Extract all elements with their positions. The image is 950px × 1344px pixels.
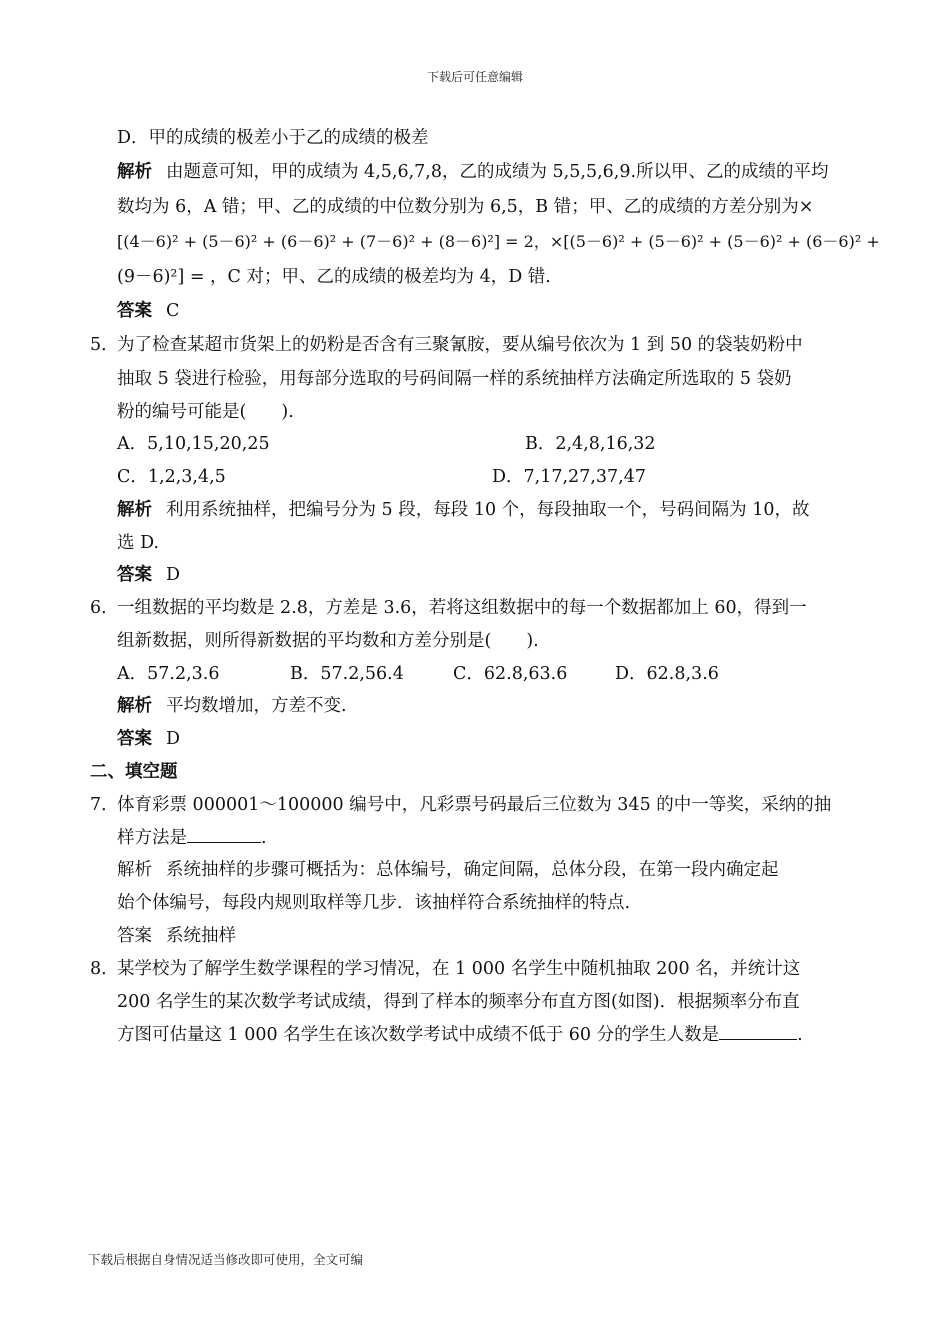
q7-jiexi-line-2: 始个体编号，每段内规则取样等几步．该抽样符合系统抽样的特点. <box>117 893 631 913</box>
q5-number: 5． <box>90 335 119 355</box>
q8-stem-line-2: 200 名学生的某次数学考试成绩，得到了样本的频率分布直方图(如图)．根据频率分布直 <box>117 992 800 1012</box>
q7-answer <box>117 924 236 948</box>
answer-value: 系统抽样 <box>166 926 236 946</box>
q6-option-b: B．57.2,56.4 <box>290 664 404 684</box>
q5-stem-line-3: 粉的编号可能是( ). <box>117 402 294 422</box>
q5-option-d: D．7,17,27,37,47 <box>492 467 646 487</box>
q8-stem-line-1: 某学校为了解学生数学课程的学习情况，在 1 000 名学生中随机抽取 200 名，并统计这 <box>117 959 801 979</box>
q6-option-c: C．62.8,63.6 <box>453 664 568 684</box>
q6-option-a: A．57.2,3.6 <box>117 664 220 684</box>
q8-stem-end: . <box>797 1025 803 1045</box>
q8-number: 8． <box>90 959 119 979</box>
q5-stem-line-2: 抽取 5 袋进行检验，用每部分选取的号码间隔一样的系统抽样方法确定所选取的 5 袋奶 <box>117 369 792 389</box>
answer-label: 答案 <box>117 729 152 749</box>
q4-jiexi-line-4: (9－6)²] = ，C 对；甲、乙的成绩的极差均为 4，D 错. <box>117 267 551 287</box>
answer-blank[interactable] <box>187 826 261 843</box>
jiexi-label: 解析 <box>117 860 152 880</box>
q4-jiexi-line-1 <box>117 160 829 184</box>
q5-option-a: A．5,10,15,20,25 <box>117 434 270 454</box>
q4-answer <box>117 299 179 323</box>
answer-value: D <box>166 565 181 585</box>
q5-option-c: C．1,2,3,4,5 <box>117 467 226 487</box>
q4-option-d: D．甲的成绩的极差小于乙的成绩的极差 <box>117 128 429 148</box>
q4-jiexi-text: 由题意可知，甲的成绩为 4,5,6,7,8，乙的成绩为 5,5,5,6,9.所以甲、乙的成绩的平均 <box>166 162 829 182</box>
q6-jiexi <box>117 694 347 718</box>
page-footer: 下载后根据自身情况适当修改即可使用，全文可编 <box>88 1252 364 1267</box>
q6-stem-line-2: 组新数据，则所得新数据的平均数和方差分别是( ). <box>117 631 539 651</box>
q5-option-b: B．2,4,8,16,32 <box>525 434 656 454</box>
q7-number: 7． <box>90 795 119 815</box>
q6-option-d: D．62.8,3.6 <box>615 664 719 684</box>
q7-jiexi-text: 系统抽样的步骤可概括为：总体编号，确定间隔，总体分段，在第一段内确定起 <box>166 860 779 880</box>
jiexi-label: 解析 <box>117 500 152 520</box>
q7-stem-text: 样方法是 <box>117 828 187 848</box>
q7-jiexi-line-1 <box>117 858 779 882</box>
q6-stem-line-1: 一组数据的平均数是 2.8，方差是 3.6，若将这组数据中的每一个数据都加上 60，得到一 <box>117 598 807 618</box>
jiexi-label: 解析 <box>117 162 152 182</box>
q5-stem-line-1: 为了检查某超市货架上的奶粉是否含有三聚氰胺，要从编号依次为 1 到 50 的袋装奶粉中 <box>117 335 803 355</box>
answer-blank[interactable] <box>719 1023 797 1040</box>
answer-value: C <box>166 301 180 321</box>
q8-stem-text: 方图可估量这 1 000 名学生在该次数学考试中成绩不低于 60 分的学生人数是 <box>117 1025 720 1045</box>
q4-jiexi-line-2: 数均为 6，A 错；甲、乙的成绩的中位数分别为 6,5，B 错；甲、乙的成绩的方差分别为× <box>117 197 814 217</box>
q5-jiexi-line-2: 选 D. <box>117 533 160 553</box>
q8-stem-line-3 <box>117 1023 803 1047</box>
q7-stem-end: . <box>261 828 267 848</box>
page-header: 下载后可任意编辑 <box>426 70 523 84</box>
q5-jiexi-line-1 <box>117 498 809 522</box>
answer-label: 答案 <box>117 926 152 946</box>
q4-jiexi-line-3: [(4－6)² + (5－6)² + (6－6)² + (7－6)² + (8－6)²] = 2，×[(5－6)² + (5－6)² + (5－6)² + (6－6)² + <box>117 232 880 251</box>
q6-jiexi-text: 平均数增加，方差不变. <box>166 696 347 716</box>
q7-stem-line-2 <box>117 826 267 850</box>
q5-jiexi-text: 利用系统抽样，把编号分为 5 段，每段 10 个，每段抽取一个，号码间隔为 10，故 <box>166 500 810 520</box>
answer-label: 答案 <box>117 565 152 585</box>
jiexi-label: 解析 <box>117 696 152 716</box>
section-title: 二、填空题 <box>90 762 178 782</box>
answer-label: 答案 <box>117 301 152 321</box>
q5-answer <box>117 563 180 587</box>
q6-number: 6． <box>90 598 119 618</box>
answer-value: D <box>166 729 181 749</box>
q7-stem-line-1: 体育彩票 000001～100000 编号中，凡彩票号码最后三位数为 345 的中一等奖，采纳的抽 <box>117 795 832 815</box>
q6-answer <box>117 727 180 751</box>
